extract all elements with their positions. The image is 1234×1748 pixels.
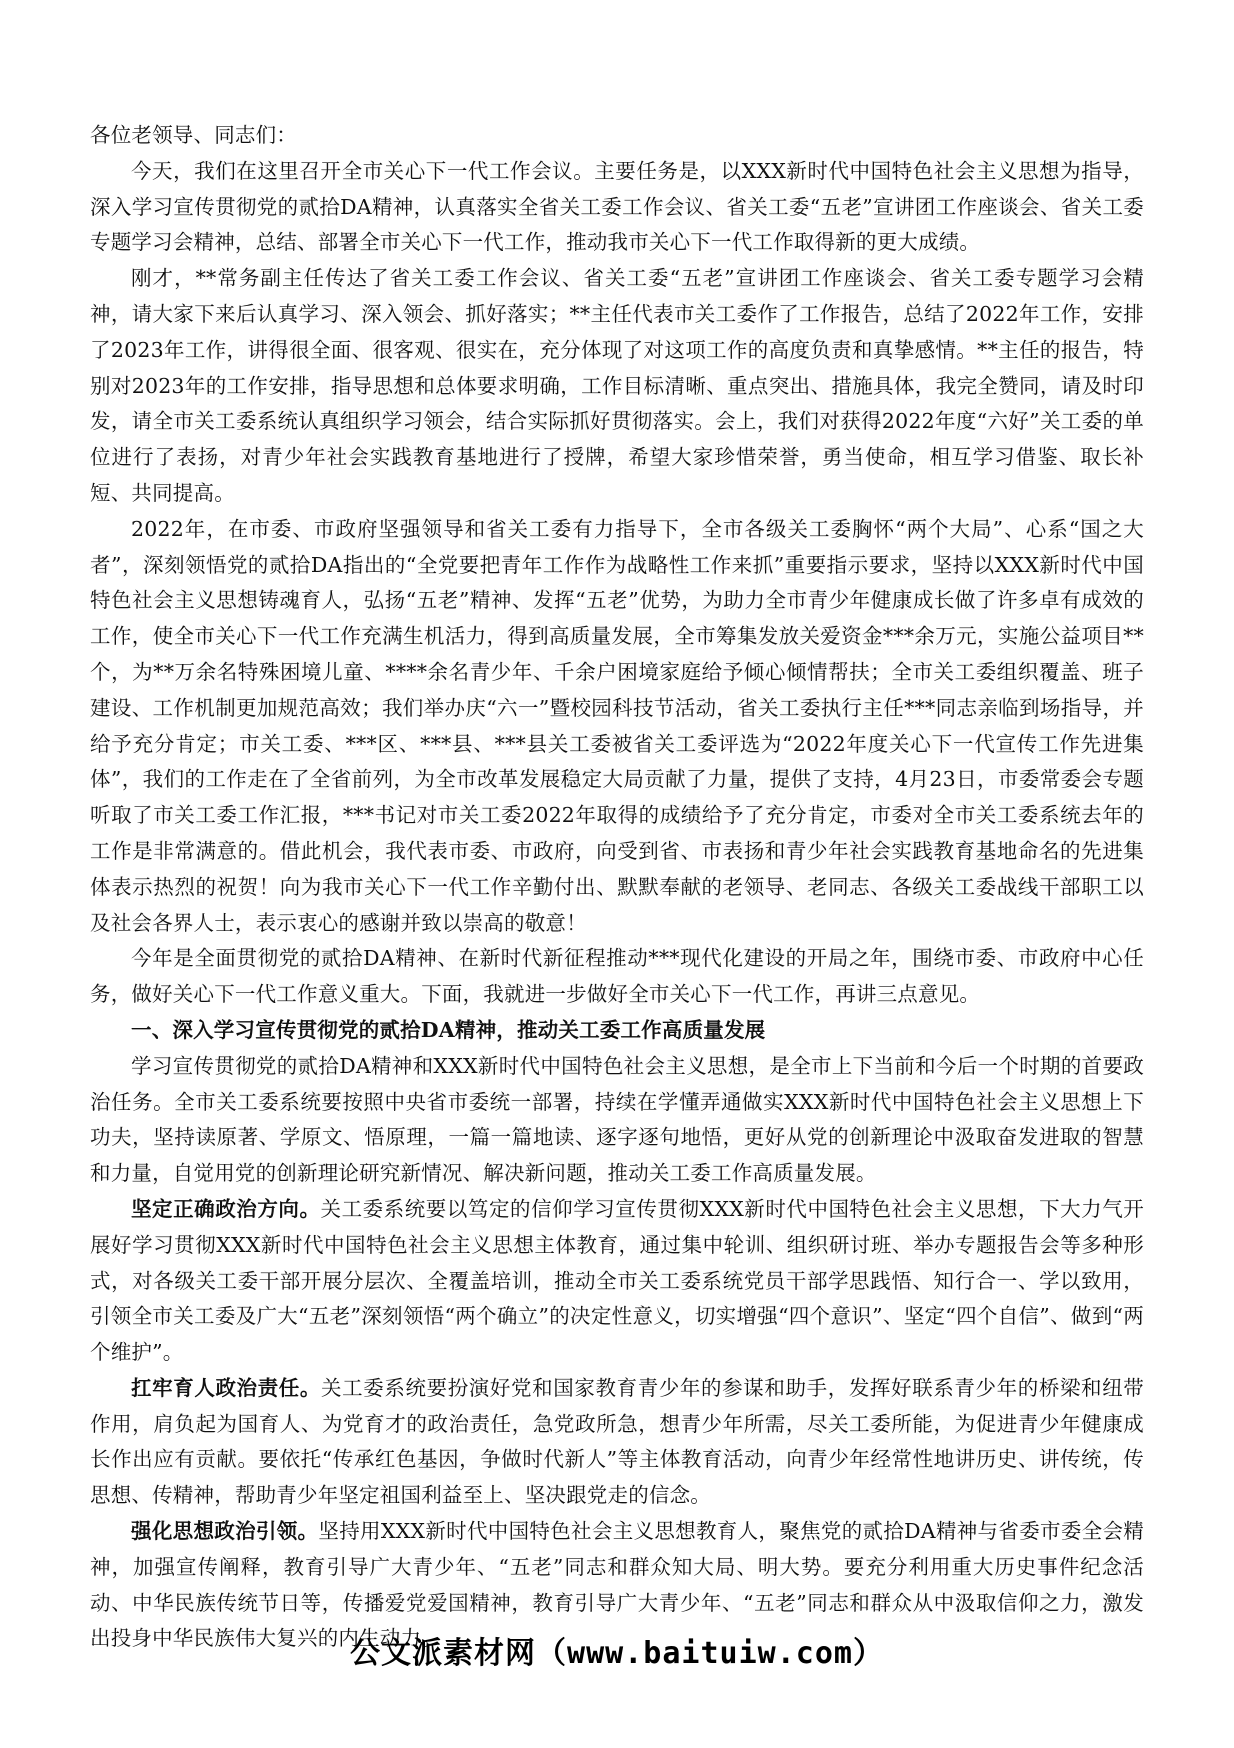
point-paragraph: [90, 1371, 1144, 1514]
paragraph-opening: 今天，我们在这里召开全市关心下一代工作会议。主要任务是，以XXX新时代中国特色社会主义思想为指导，深入学习宣传贯彻党的贰拾DA精神，认真落实全省关工委工作会议、省关工委“五老”宣讲团工作座谈会、省关工委专题学习会精神，总结、部署全市关心下一代工作，推动我市关心下一代工作取得新的更大成绩。: [90, 158, 1144, 255]
salutation: 各位老领导、同志们：: [90, 123, 297, 147]
footer-watermark: 公文派素材网（www.baituiw.com）: [350, 1636, 884, 1671]
paragraph-report: 刚才，**常务副主任传达了省关工委工作会议、省关工委“五老”宣讲团工作座谈会、省关工委专题学习会精神，请大家下来后认真学习、深入领会、抓好落实；**主任代表市关工委作了工作报告，总结了2022年工作，安排了2023年工作，讲得很全面、很客观、很实在，充分体现了对这项工作的高度负责和真挚感情。**主任的报告，特别对2023年的工作安排，指导思想和总体要求明确，工作目标清晰、重点突出、措施具体，我完全赞同，请及时印发，请全市关工委系统认真组织学习领会，结合实际抓好贯彻落实。会上，我们对获得2022年度“六好”关工委的单位进行了表扬，对青少年社会实践教育基地进行了授牌，希望大家珍惜荣誉，勇当使命，相互学习借鉴、取长补短、共同提高。: [90, 266, 1144, 505]
point-text: 坚持用XXX新时代中国特色社会主义思想教育人，聚焦党的贰拾DA精神与省委市委全会精神，加强宣传阐释，教育引导广大青少年、“五老”同志和群众知大局、明大势。要充分利用重大历史事件纪念活动、中华民族传统节日等，传播爱党爱国精神，教育引导广大青少年、“五老”同志和群众从中汲取信仰之力，激发出投身中华民族伟大复兴的内生动力。: [90, 1519, 1144, 1651]
document-body: [90, 118, 1144, 1657]
point-text: 关工委系统要扮演好党和国家教育青少年的参谋和助手，发挥好联系青少年的桥梁和纽带作用，肩负起为国育人、为党育才的政治责任，急党政所急，想青少年所需，尽关工委所能，为促进青少年健康成长作出应有贡献。要依托“传承红色基因，争做时代新人”等主体教育活动，向青少年经常性地讲历史、讲传统，传思想、传精神，帮助青少年坚定祖国利益至上、坚决跟党走的信念。: [90, 1375, 1144, 1508]
point-lead: 扛牢育人政治责任。: [131, 1375, 322, 1400]
point-lead: 坚定正确政治方向。: [131, 1196, 321, 1221]
point-paragraph: [90, 1192, 1144, 1371]
point-lead: 强化思想政治引领。: [131, 1519, 319, 1544]
point-text: 关工委系统要以笃定的信仰学习宣传贯彻XXX新时代中国特色社会主义思想，下大力气开展好学习贯彻XXX新时代中国特色社会主义思想主体教育，通过集中轮训、组织研讨班、举办专题报告会等多种形式，对各级关工委干部开展分层次、全覆盖培训，推动全市关工委系统党员干部学思践悟、知行合一、学以致用，引领全市关工委及广大“五老”深刻领悟“两个确立”的决定性意义，切实增强“四个意识”、坚定“四个自信”、做到“两个维护”。: [90, 1196, 1144, 1365]
section-heading: 一、深入学习宣传贯彻党的贰拾DA精神，推动关工委工作高质量发展: [131, 1017, 766, 1042]
paragraph-2022-review: 2022年，在市委、市政府坚强领导和省关工委有力指导下，全市各级关工委胸怀“两个大局”、心系“国之大者”，深刻领悟党的贰拾DA指出的“全党要把青年工作作为战略性工作来抓”重要指示要求，坚持以XXX新时代中国特色社会主义思想铸魂育人，弘扬“五老”精神、发挥“五老”优势，为助力全市青少年健康成长做了许多卓有成效的工作，使全市关心下一代工作充满生机活力，得到高质量发展，全市筹集发放关爱资金***余万元，实施公益项目**个，为**万余名特殊困境儿童、****余名青少年、千余户困境家庭给予倾心倾情帮扶；全市关工委组织覆盖、班子建设、工作机制更加规范高效；我们举办庆“六一”暨校园科技节活动，省关工委执行主任***同志亲临到场指导，并给予充分肯定；市关工委、***区、***县、***县关工委被省关工委评选为“2022年度关心下一代宣传工作先进集体”，我们的工作走在了全省前列，为全市改革发展稳定大局贡献了力量，提供了支持，4月23日，市委常委会专题听取了市关工委工作汇报，***书记对市关工委2022年取得的成绩给予了充分肯定，市委对全市关工委系统去年的工作是非常满意的。借此机会，我代表市委、市政府，向受到省、市表扬和青少年社会实践教育基地命名的先进集体表示热烈的祝贺！向为我市关心下一代工作辛勤付出、默默奉献的老领导、老同志、各级关工委战线干部职工以及社会各界人士，表示衷心的感谢并致以崇高的敬意！: [90, 516, 1144, 935]
paragraph-transition: 今年是全面贯彻党的贰拾DA精神、在新时代新征程推动***现代化建设的开局之年，围绕市委、市政府中心任务，做好关心下一代工作意义重大。下面，我就进一步做好全市关心下一代工作，再讲三点意见。: [90, 946, 1144, 1007]
section-intro: 学习宣传贯彻党的贰拾DA精神和XXX新时代中国特色社会主义思想，是全市上下当前和今后一个时期的首要政治任务。全市关工委系统要按照中央省市委统一部署，持续在学懂弄通做实XXX新时代中国特色社会主义思想上下功夫，坚持读原著、学原文、悟原理，一篇一篇地读、逐字逐句地悟，更好从党的创新理论中汲取奋发进取的智慧和力量，自觉用党的创新理论研究新情况、解决新问题，推动关工委工作高质量发展。: [90, 1053, 1144, 1186]
